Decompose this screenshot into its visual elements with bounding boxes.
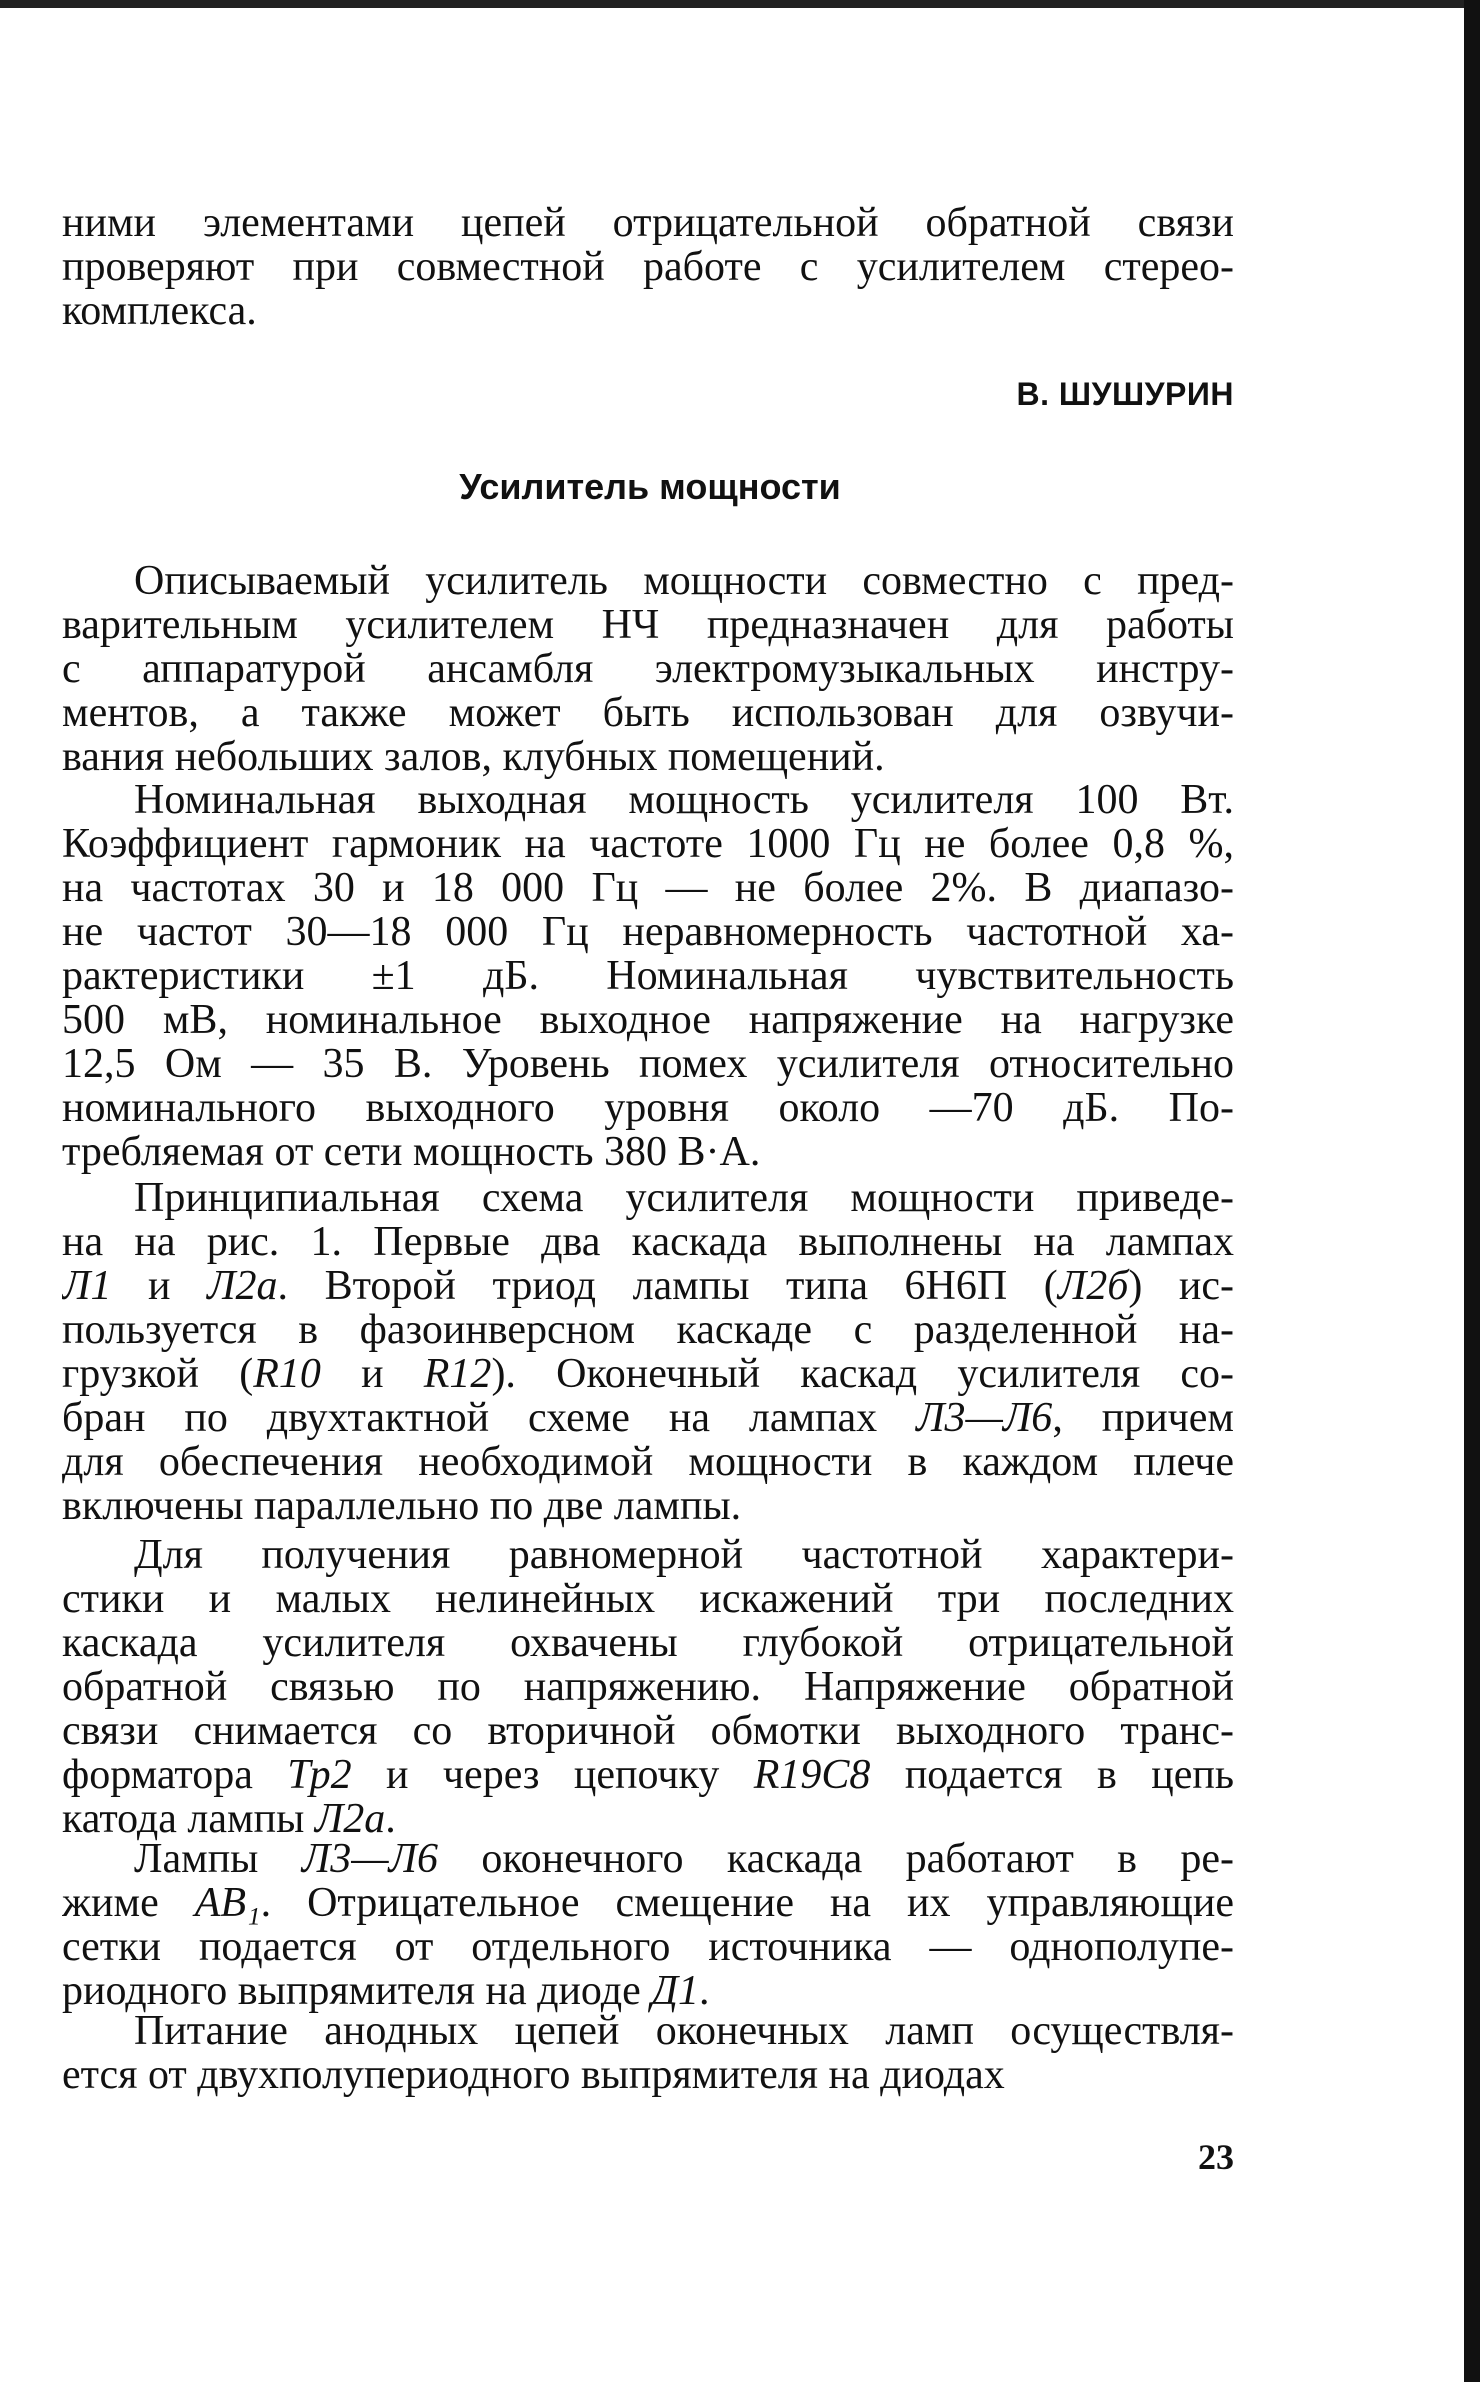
text-line <box>62 1925 1234 1969</box>
text-segment: проверяют при совместной работе с усилителем стерео- <box>62 245 1234 289</box>
text-segment: грузкой ( <box>62 1352 254 1396</box>
page-number: 23 <box>1198 2137 1234 2177</box>
text-segment: на на рис. 1. Первые два каскада выполнены на лампах <box>62 1220 1234 1264</box>
text-segment: подается в цепь <box>870 1753 1234 1797</box>
text-line <box>134 778 1234 822</box>
text-line <box>62 289 1234 333</box>
text-line <box>62 1709 1234 1753</box>
italic-reference: AB₁ <box>194 1881 261 1925</box>
italic-reference: Тр2 <box>287 1753 352 1797</box>
text-line <box>134 1837 1234 1881</box>
text-segment: , причем <box>1052 1396 1234 1440</box>
text-segment: риодного выпрямителя на диоде <box>62 1969 652 2013</box>
italic-reference: R12 <box>423 1352 492 1396</box>
italic-reference: R19C8 <box>753 1753 871 1797</box>
text-segment: жиме <box>62 1881 195 1925</box>
text-line <box>62 1130 1234 1174</box>
text-segment: ними элементами цепей отрицательной обратной связи <box>62 201 1234 245</box>
text-segment: ) ис- <box>1128 1264 1234 1308</box>
text-line <box>134 2009 1234 2053</box>
text-line <box>62 1484 1234 1528</box>
text-line <box>62 603 1234 647</box>
text-line <box>62 1797 1234 1841</box>
author-name: В. ШУШУРИН <box>1016 376 1234 412</box>
text-line <box>62 998 1234 1042</box>
text-line <box>134 559 1234 603</box>
text-line <box>62 866 1234 910</box>
text-segment: ется от двухполупериодного выпрямителя на диодах <box>62 2053 1005 2097</box>
text-segment: вания небольших залов, клубных помещений. <box>62 735 885 779</box>
text-line <box>62 1881 1234 1925</box>
italic-reference: Л3—Л6 <box>916 1396 1053 1440</box>
text-segment: включены параллельно по две лампы. <box>62 1484 742 1528</box>
text-segment: сетки подается от отдельного источника — однополупе- <box>62 1925 1234 1969</box>
text-segment: . Второй триод лампы типа 6Н6П ( <box>277 1264 1058 1308</box>
text-line <box>62 1396 1234 1440</box>
text-line <box>62 1308 1234 1352</box>
text-segment: для обеспечения необходимой мощности в каждом плече <box>62 1440 1234 1484</box>
text-line <box>62 1264 1234 1308</box>
text-line <box>62 1352 1234 1396</box>
text-segment: пользуется в фазоинверсном каскаде с разделенной на- <box>62 1308 1234 1352</box>
text-segment: Коэффициент гармоник на частоте 1000 Гц не более 0,8 %, <box>62 822 1234 866</box>
text-line <box>62 1086 1234 1130</box>
text-segment: 500 мВ, номинальное выходное напряжение на нагрузке <box>62 998 1234 1042</box>
text-segment: номинального выходного уровня около —70 дБ. По- <box>62 1086 1234 1130</box>
text-line <box>62 910 1234 954</box>
text-segment: форматора <box>62 1753 288 1797</box>
text-segment: Принципиальная схема усилителя мощности приведе- <box>134 1176 1234 1220</box>
text-line <box>62 1969 1234 2013</box>
italic-reference: Л3—Л6 <box>301 1837 438 1881</box>
text-line <box>62 822 1234 866</box>
text-line <box>62 201 1234 245</box>
article-title: Усилитель мощности <box>459 466 841 507</box>
text-line <box>62 1577 1234 1621</box>
text-segment: ). Оконечный каскад усилителя со- <box>491 1352 1234 1396</box>
text-line <box>62 1042 1234 1086</box>
text-line <box>62 954 1234 998</box>
text-segment: . <box>385 1797 396 1841</box>
text-line <box>62 1665 1234 1709</box>
text-line <box>62 1440 1234 1484</box>
text-segment: и <box>320 1352 424 1396</box>
text-segment: Питание анодных цепей оконечных ламп осуществля- <box>134 2009 1234 2053</box>
text-line <box>62 1220 1234 1264</box>
scan-top-edge <box>0 0 1480 8</box>
text-segment: обратной связью по напряжению. Напряжение обратной <box>62 1665 1234 1709</box>
text-segment: каскада усилителя охвачены глубокой отрицательной <box>62 1621 1234 1665</box>
text-segment: варительным усилителем НЧ предназначен для работы <box>62 603 1234 647</box>
text-line <box>134 1533 1234 1577</box>
text-segment: на частотах 30 и 18 000 Гц — не более 2%. В диапазо- <box>62 866 1234 910</box>
text-segment: с аппаратурой ансамбля электромузыкальных инстру- <box>62 647 1234 691</box>
text-segment: стики и малых нелинейных искажений три последних <box>62 1577 1234 1621</box>
text-line <box>62 1753 1234 1797</box>
text-segment: и <box>111 1264 208 1308</box>
italic-reference: Л2а <box>207 1264 278 1308</box>
text-segment: Номинальная выходная мощность усилителя 100 Вт. <box>134 778 1234 822</box>
text-segment: катода лампы <box>62 1797 315 1841</box>
italic-reference: Д1 <box>651 1969 699 2013</box>
text-segment: 12,5 Ом — 35 В. Уровень помех усилителя относительно <box>62 1042 1234 1086</box>
text-segment: ментов, а также может быть использован для озвучи- <box>62 691 1234 735</box>
scan-right-edge <box>1464 0 1480 2382</box>
text-segment: . Отрицательное смещение на их управляющие <box>260 1881 1234 1925</box>
italic-reference: R10 <box>253 1352 321 1396</box>
italic-reference: Л2б <box>1057 1264 1129 1308</box>
text-line <box>134 1176 1234 1220</box>
text-segment: Описываемый усилитель мощности совместно с пред- <box>134 559 1234 603</box>
italic-reference: Л1 <box>62 1264 112 1308</box>
text-line <box>62 2053 1234 2097</box>
text-segment: рактеристики ±1 дБ. Номинальная чувствительность <box>62 954 1234 998</box>
text-segment: бран по двухтактной схеме на лампах <box>62 1396 917 1440</box>
text-line <box>62 691 1234 735</box>
text-segment: Лампы <box>134 1837 302 1881</box>
text-line <box>62 1621 1234 1665</box>
text-segment: . <box>698 1969 710 2013</box>
text-segment: оконечного каскада работают в ре- <box>438 1837 1234 1881</box>
text-segment: и через цепочку <box>351 1753 754 1797</box>
text-line <box>62 647 1234 691</box>
italic-reference: Л2а <box>314 1797 386 1841</box>
text-line <box>62 245 1234 289</box>
text-line <box>62 735 1234 779</box>
text-segment: комплекса. <box>62 289 257 333</box>
text-segment: Для получения равномерной частотной характери- <box>134 1533 1234 1577</box>
text-segment: не частот 30—18 000 Гц неравномерность частотной ха- <box>62 910 1234 954</box>
text-segment: связи снимается со вторичной обмотки выходного транс- <box>62 1709 1234 1753</box>
text-segment: требляемая от сети мощность 380 В·А. <box>62 1130 761 1174</box>
